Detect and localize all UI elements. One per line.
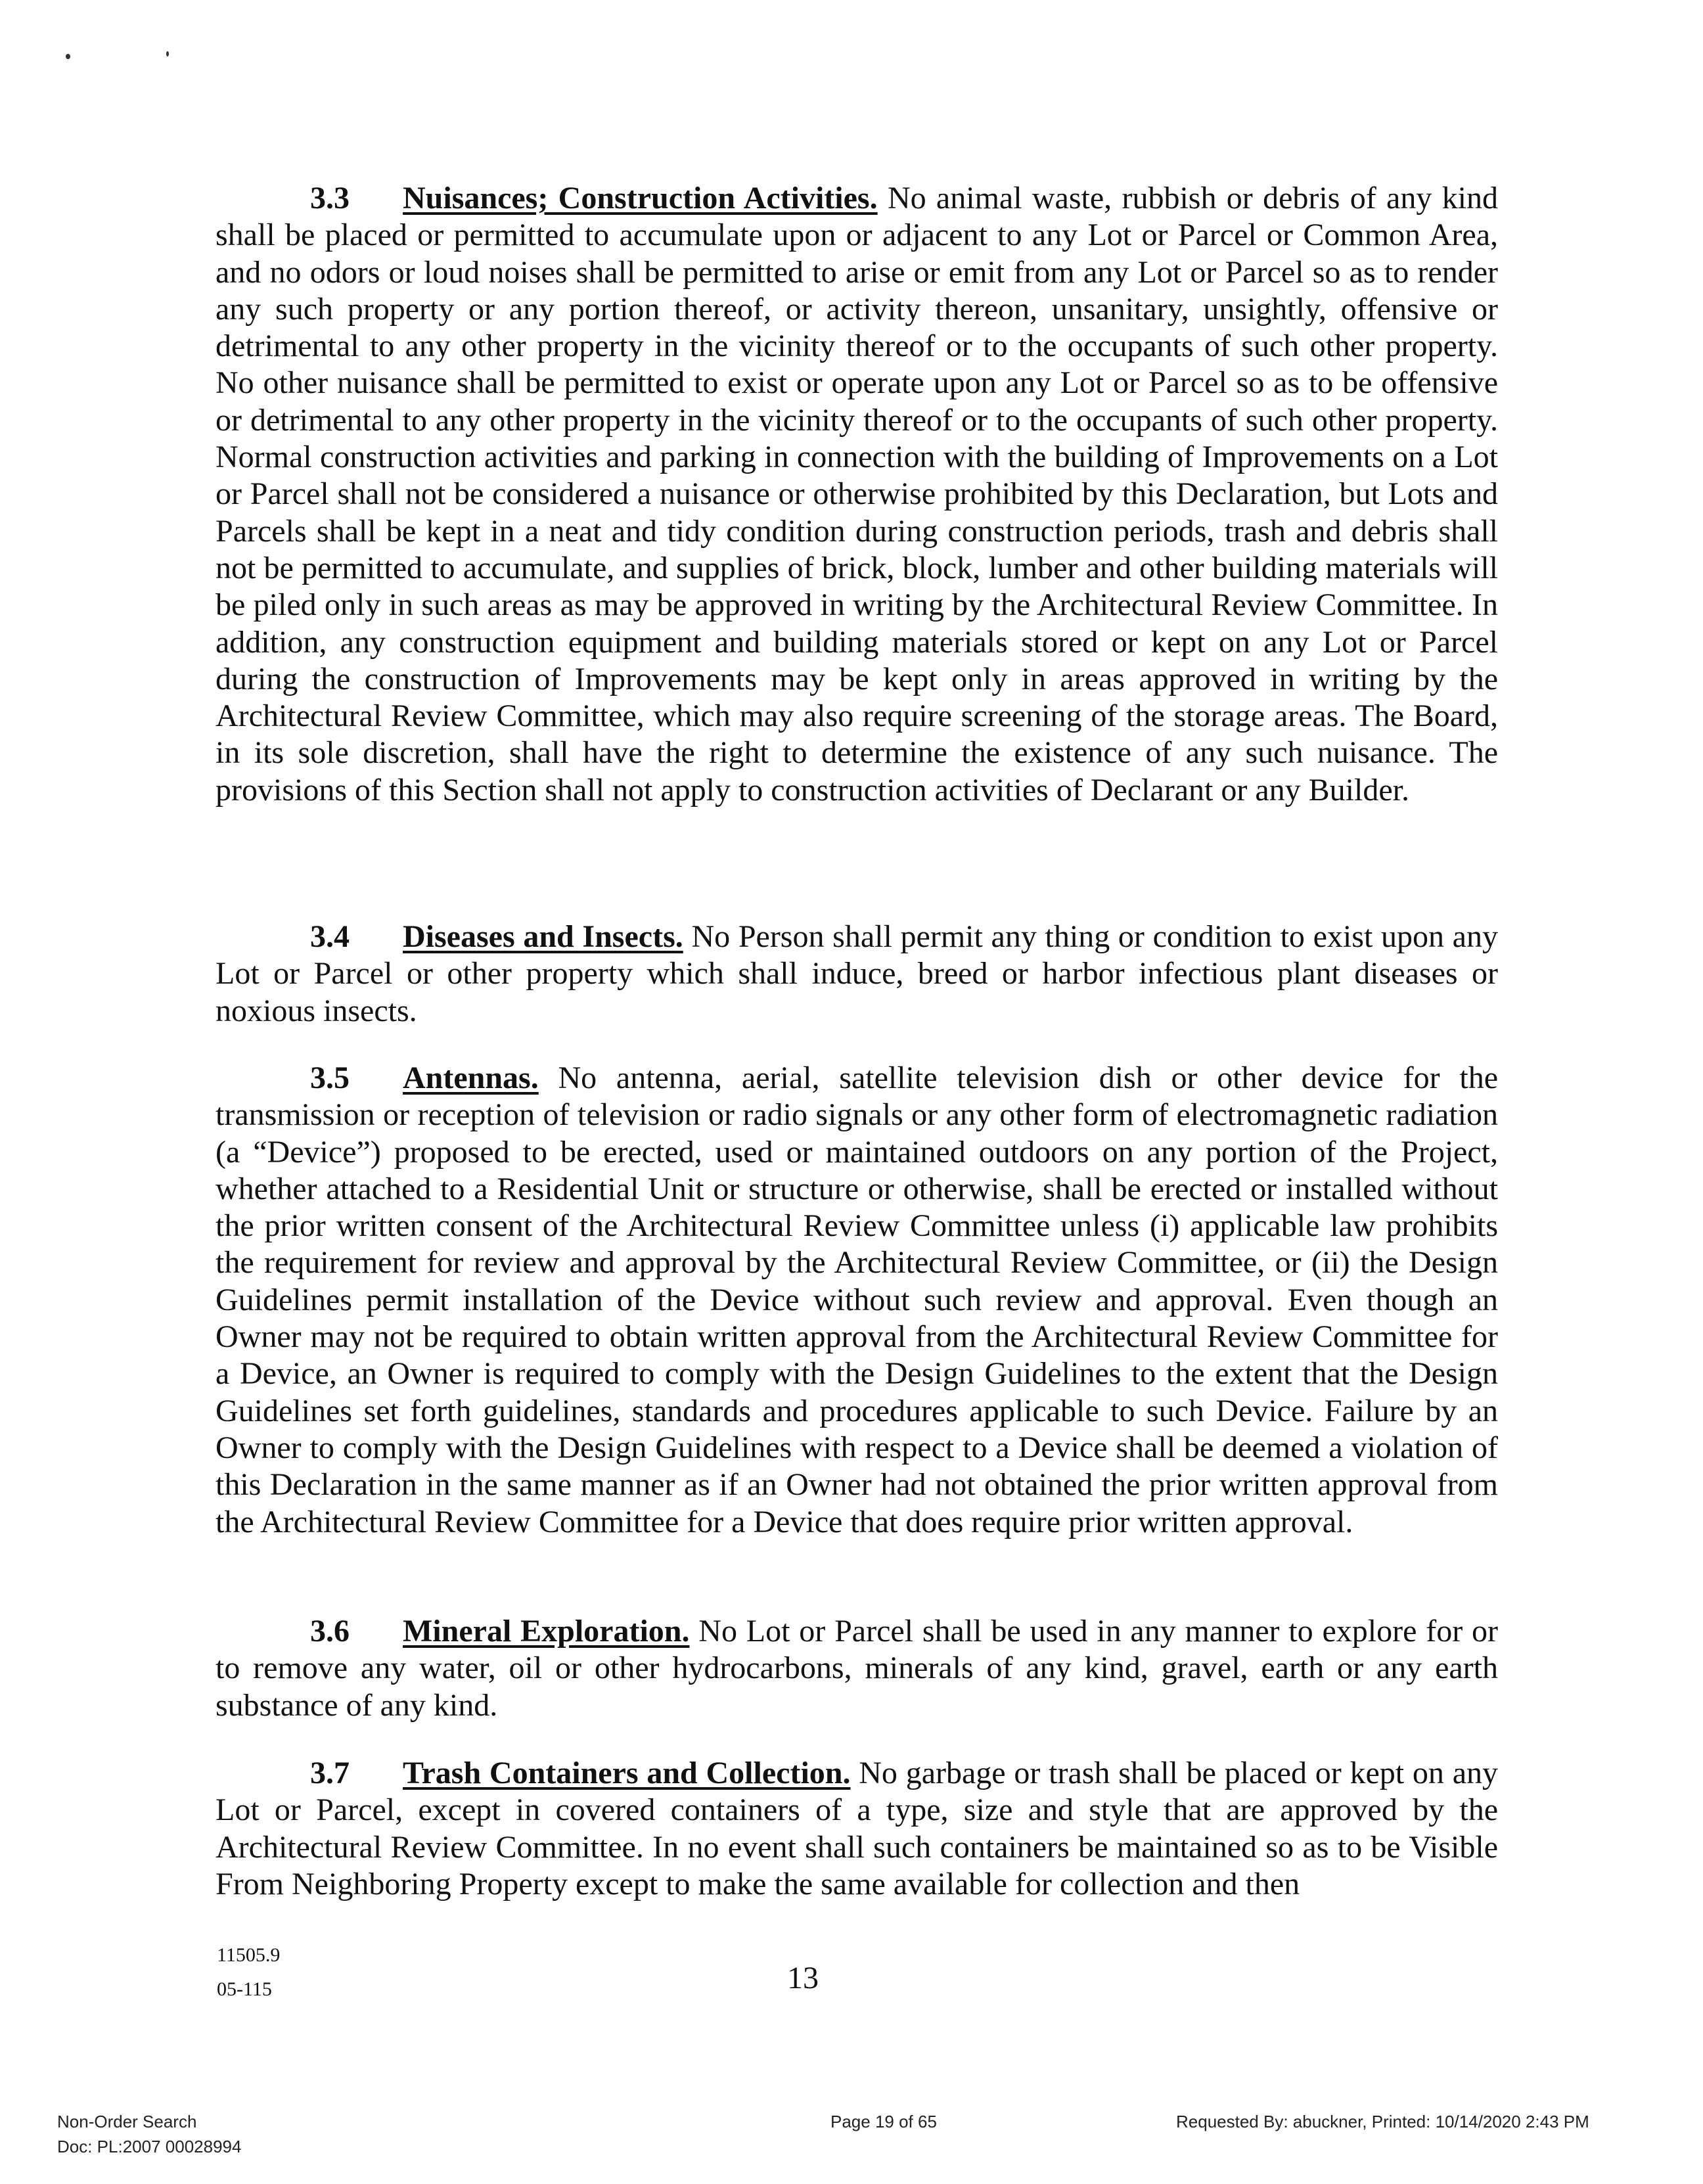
scan-speck bbox=[166, 51, 169, 57]
footer-requested-by: Requested By: abuckner, Printed: 10/14/2020 2:43 PM bbox=[1176, 2112, 1589, 2131]
section-number: 3.6 bbox=[310, 1614, 350, 1649]
footer-doc-id: Doc: PL:2007 00028994 bbox=[57, 2137, 242, 2156]
section-3-4 bbox=[216, 919, 1498, 1030]
section-body: No animal waste, rubbish or debris of any kind shall be placed or permitted to accumulate upon or adjacent to any Lot or Parcel or Common Area, and no odors or loud noises shall be permitted to arise or emit from any Lot or Parcel so as to render any such property or any portion thereof, or activity thereon, unsanitary, unsightly, offensive or detrimental to any other property in the vicinity thereof or to the occupants of such other property. No other nuisance shall be permitted to exist or operate upon any Lot or Parcel so as to be offensive or detrimental to any other property in the vicinity thereof or to the occupants of such other property. Normal construction activities and parking in connection with the building of Improvements on a Lot or Parcel shall not be considered a nuisance or otherwise prohibited by this Declaration, but Lots and Parcels shall be kept in a neat and tidy condition during construction periods, trash and debris shall not be permitted to accumulate, and supplies of brick, block, lumber and other building materials will be piled only in such areas as may be approved in writing by the Architectural Review Committee. In addition, any construction equipment and building materials stored or kept on any Lot or Parcel during the construction of Improvements may be kept only in areas approved in writing by the Architectural Review Committee, which may also require screening of the storage areas. The Board, in its sole discretion, shall have the right to determine the existence of any such nuisance. The provisions of this Section shall not apply to construction activities of Declarant or any Builder. bbox=[216, 181, 1499, 808]
section-number: 3.5 bbox=[310, 1060, 350, 1095]
document-code: 11505.9 bbox=[217, 1944, 281, 1966]
section-3-5 bbox=[216, 1060, 1498, 1541]
section-number: 3.3 bbox=[310, 181, 350, 216]
section-body: No Person shall permit any thing or condition to exist upon any Lot or Parcel or other property which shall induce, breed or harbor infectious plant diseases or noxious insects. bbox=[216, 919, 1498, 1028]
footer-page-count: Page 19 of 65 bbox=[830, 2112, 937, 2131]
section-body: No Lot or Parcel shall be used in any manner to explore for or to remove any water, oil or other hydrocarbons, minerals of any kind, gravel, earth or any earth substance of any kind. bbox=[216, 1614, 1499, 1723]
document-code: 05-115 bbox=[217, 1978, 272, 2000]
section-body: No garbage or trash shall be placed or kept on any Lot or Parcel, except in covered containers of a type, size and style that are approved by the Architectural Review Committee. In no event shall such containers be maintained so as to be Visible From Neighboring Property except to make the same available for collection and then bbox=[216, 1756, 1498, 1901]
document-codes bbox=[217, 1938, 280, 2007]
section-3-6 bbox=[216, 1613, 1498, 1724]
section-3-3 bbox=[216, 180, 1498, 809]
section-3-7 bbox=[216, 1755, 1498, 1903]
section-number: 3.4 bbox=[310, 919, 350, 954]
section-body: No antenna, aerial, satellite television dish or other device for the transmission or reception of television or radio signals or any other form of electromagnetic radiation (a “Device”) proposed to be erected, used or maintained outdoors on any portion of the Project, whether attached to a Residential Unit or structure or otherwise, shall be erected or installed without the prior written consent of the Architectural Review Committee unless (i) applicable law prohibits the requirement for review and approval by the Architectural Review Committee, or (ii) the Design Guidelines permit installation of the Device without such review and approval. Even though an Owner may not be required to obtain written approval from the Architectural Review Committee for a Device, an Owner is required to comply with the Design Guidelines to the extent that the Design Guidelines set forth guidelines, standards and procedures applicable to such Device. Failure by an Owner to comply with the Design Guidelines with respect to a Device shall be deemed a violation of this Declaration in the same manner as if an Owner had not obtained the prior written approval from the Architectural Review Committee for a Device that does require prior written approval. bbox=[216, 1060, 1498, 1539]
page-number: 13 bbox=[787, 1961, 819, 1995]
section-number: 3.7 bbox=[310, 1756, 350, 1790]
section-title: Antennas. bbox=[403, 1060, 539, 1095]
scan-speck bbox=[66, 54, 70, 59]
section-title: Diseases and Insects. bbox=[403, 919, 683, 954]
footer-left bbox=[57, 2109, 241, 2159]
section-title: Trash Containers and Collection. bbox=[403, 1756, 851, 1790]
section-title: Nuisances; Construction Activities. bbox=[403, 181, 878, 216]
section-title: Mineral Exploration. bbox=[403, 1614, 690, 1649]
footer-search-type: Non-Order Search bbox=[57, 2112, 197, 2131]
